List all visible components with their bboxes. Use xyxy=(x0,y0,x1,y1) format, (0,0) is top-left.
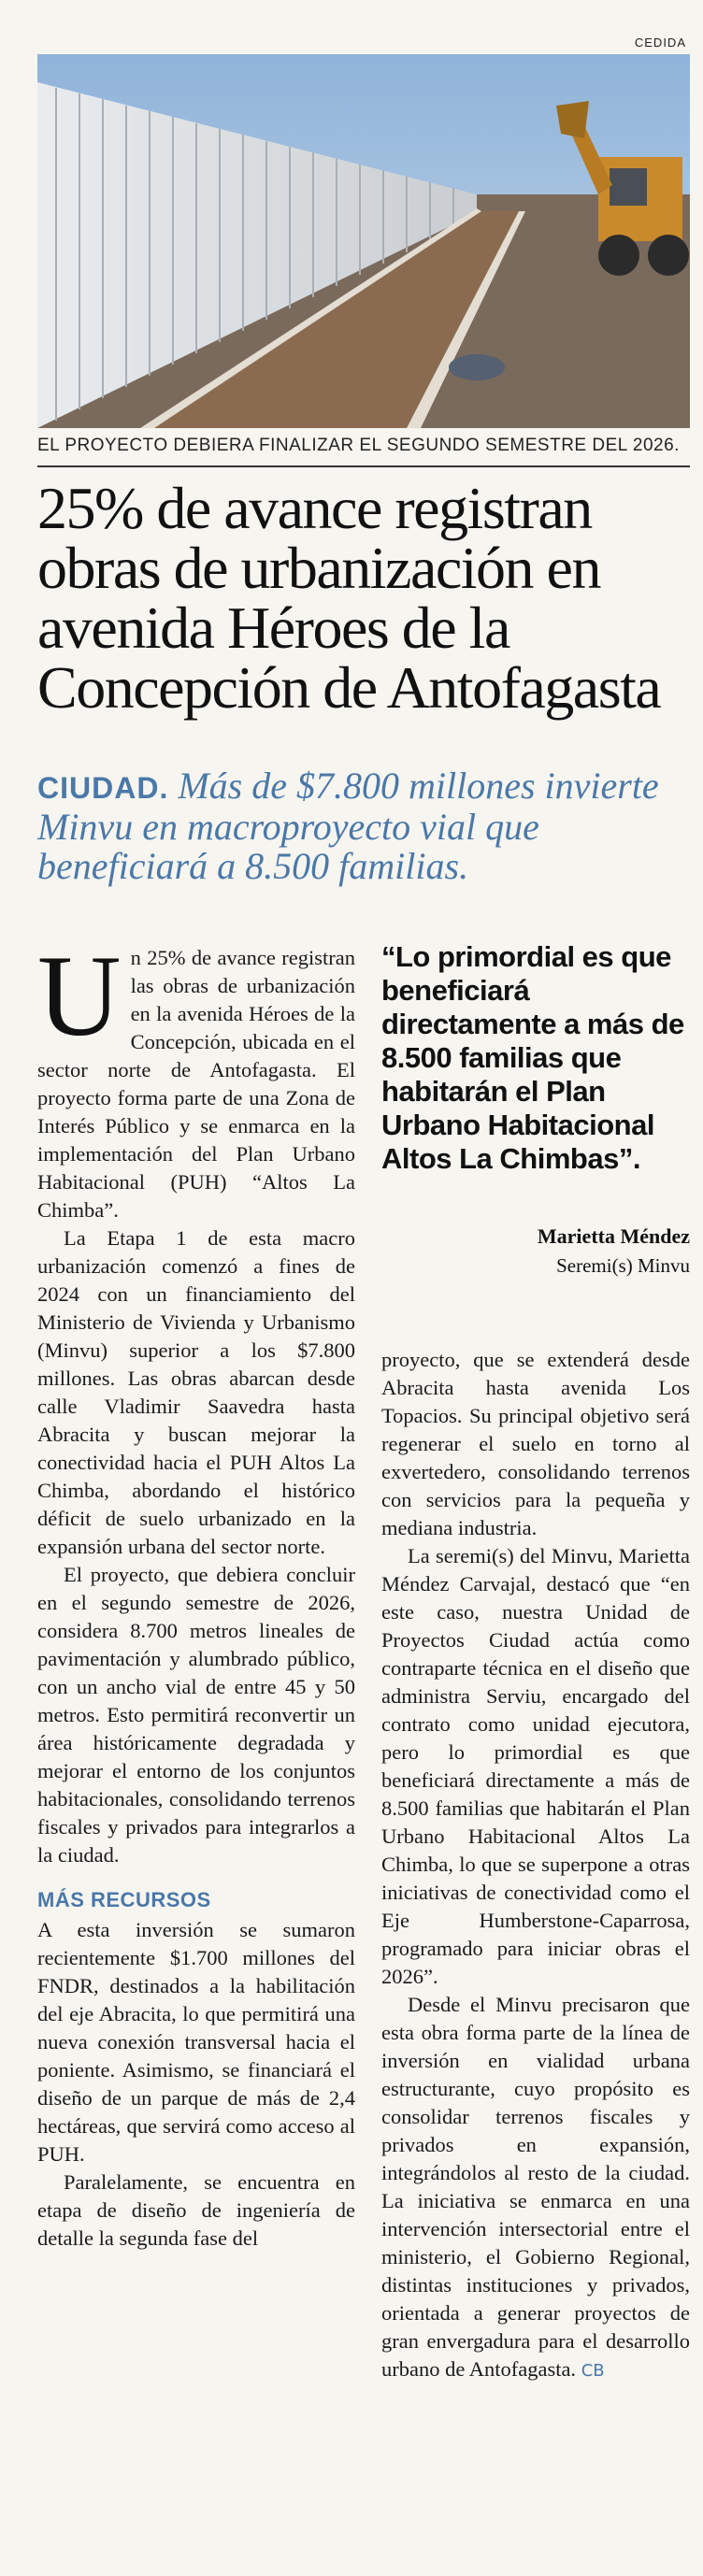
subheadline-text: Más de $7.800 millones invierte Minvu en macroproyecto vial que beneficiará a 8.500 familias. xyxy=(37,765,659,887)
article-column-right xyxy=(381,1346,690,2385)
photo-caption: EL PROYECTO DEBIERA FINALIZAR EL SEGUNDO SEMESTRE DEL 2026. xyxy=(37,436,680,455)
paragraph: Paralelamente, se encuentra en etapa de diseño de ingeniería de detalle la segunda fase del xyxy=(37,2170,355,2250)
paragraph-text: n 25% de avance registran las obras de urbanización en la avenida Héroes de la Concepción, ubicada en el sector norte de Antofagasta. El proyecto forma parte de una Zona de Interés Público y se enmarca en la implementación del Plan Urbano Habitacional (PUH) “Altos La Chimba”. xyxy=(37,946,355,1222)
paragraph xyxy=(37,932,355,1224)
pull-quote: “Lo primordial es que beneficiará directamente a más de 8.500 familias que habitarán el Plan Urbano Habitacional Altos La Chimbas”. xyxy=(381,940,684,1175)
paragraph: La seremi(s) del Minvu, Marietta Méndez Carvajal, destacó que “en este caso, nuestra Unidad de Proyectos Ciudad actúa como contraparte técnica en el diseño que administra Serviu, encargado del contrato como unidad ejecutora, pero lo primordial es que beneficiará directamente a más de 8.500 familias que habitarán el Plan Urbano Habitacional Altos La Chimba, lo que se superpone a otras iniciativas de conectividad como el Eje Humberstone-Caparrosa, programado para iniciar obras el 2026”. xyxy=(381,1544,690,1988)
quote-author: Marietta Méndez xyxy=(537,1224,690,1248)
paragraph: La Etapa 1 de esta macro urbanización comenzó a fines de 2024 con un financiamiento del Ministerio de Vivienda y Urbanismo (Minvu) superior a los $7.800 millones. Las obras abarcan desde calle Vladimir Saavedra hasta Abracita y buscan mejorar la conectividad hacia el PUH Altos La Chimba, abordando el histórico déficit de suelo urbanizado en la expansión urbana del sector norte. xyxy=(37,1226,355,1558)
construction-site-image xyxy=(37,54,690,428)
paragraph: proyecto, que se extenderá desde Abracita hasta avenida Los Topacios. Su principal objetivo será regenerar el suelo en torno al exvertedero, consolidando terrenos con servicios para la pequeña y mediana industria. xyxy=(381,1348,690,1539)
quote-author-role: Seremi(s) Minvu xyxy=(556,1254,690,1277)
headline: 25% de avance registran obras de urbanización en avenida Héroes de la Concepción de Antofagasta xyxy=(37,475,661,721)
paragraph-text: Desde el Minvu precisaron que esta obra forma parte de la línea de inversión en vialidad urbana estructurante, cuyo propósito es consolidar terrenos fiscales y privados en expansión, integrándolos al resto de la ciudad. La iniciativa se enmarca en una intervención intersectorial entre el ministerio, el Gobierno Regional, distintas instituciones y privados, orientada a generar proyectos de gran envergadura para el desarrollo urbano de Antofagasta. xyxy=(381,1993,690,2381)
paragraph xyxy=(381,1991,690,2385)
divider xyxy=(37,465,690,467)
article-photo xyxy=(37,54,690,428)
paragraph: A esta inversión se sumaron recientemente $1.700 millones del FNDR, destinados a la habilitación del eje Abracita, lo que permitirá una nueva conexión transversal hacia el poniente. Asimismo, se financiará el diseño de un parque de más de 2,4 hectáreas, que servirá como acceso al PUH. xyxy=(37,1918,355,2166)
end-mark-icon: CB xyxy=(581,2361,605,2381)
subheadline xyxy=(37,766,690,886)
drop-cap: U xyxy=(37,932,122,1060)
paragraph: El proyecto, que debiera concluir en el segundo semestre de 2026, considera 8.700 metros lineales de pavimentación y alumbrado público, con un ancho vial de entre 45 y 50 metros. Esto permitirá reconvertir un área históricamente degradada y mejorar el entorno de los conjuntos habitacionales, consolidando terrenos fiscales y privados para integrarlos a la ciudad. xyxy=(37,1563,355,1867)
section-heading: MÁS RECURSOS xyxy=(37,1888,211,1911)
photo-credit: CEDIDA xyxy=(634,36,686,50)
section-kicker: CIUDAD. xyxy=(37,771,169,805)
article-column-left xyxy=(37,932,355,2253)
